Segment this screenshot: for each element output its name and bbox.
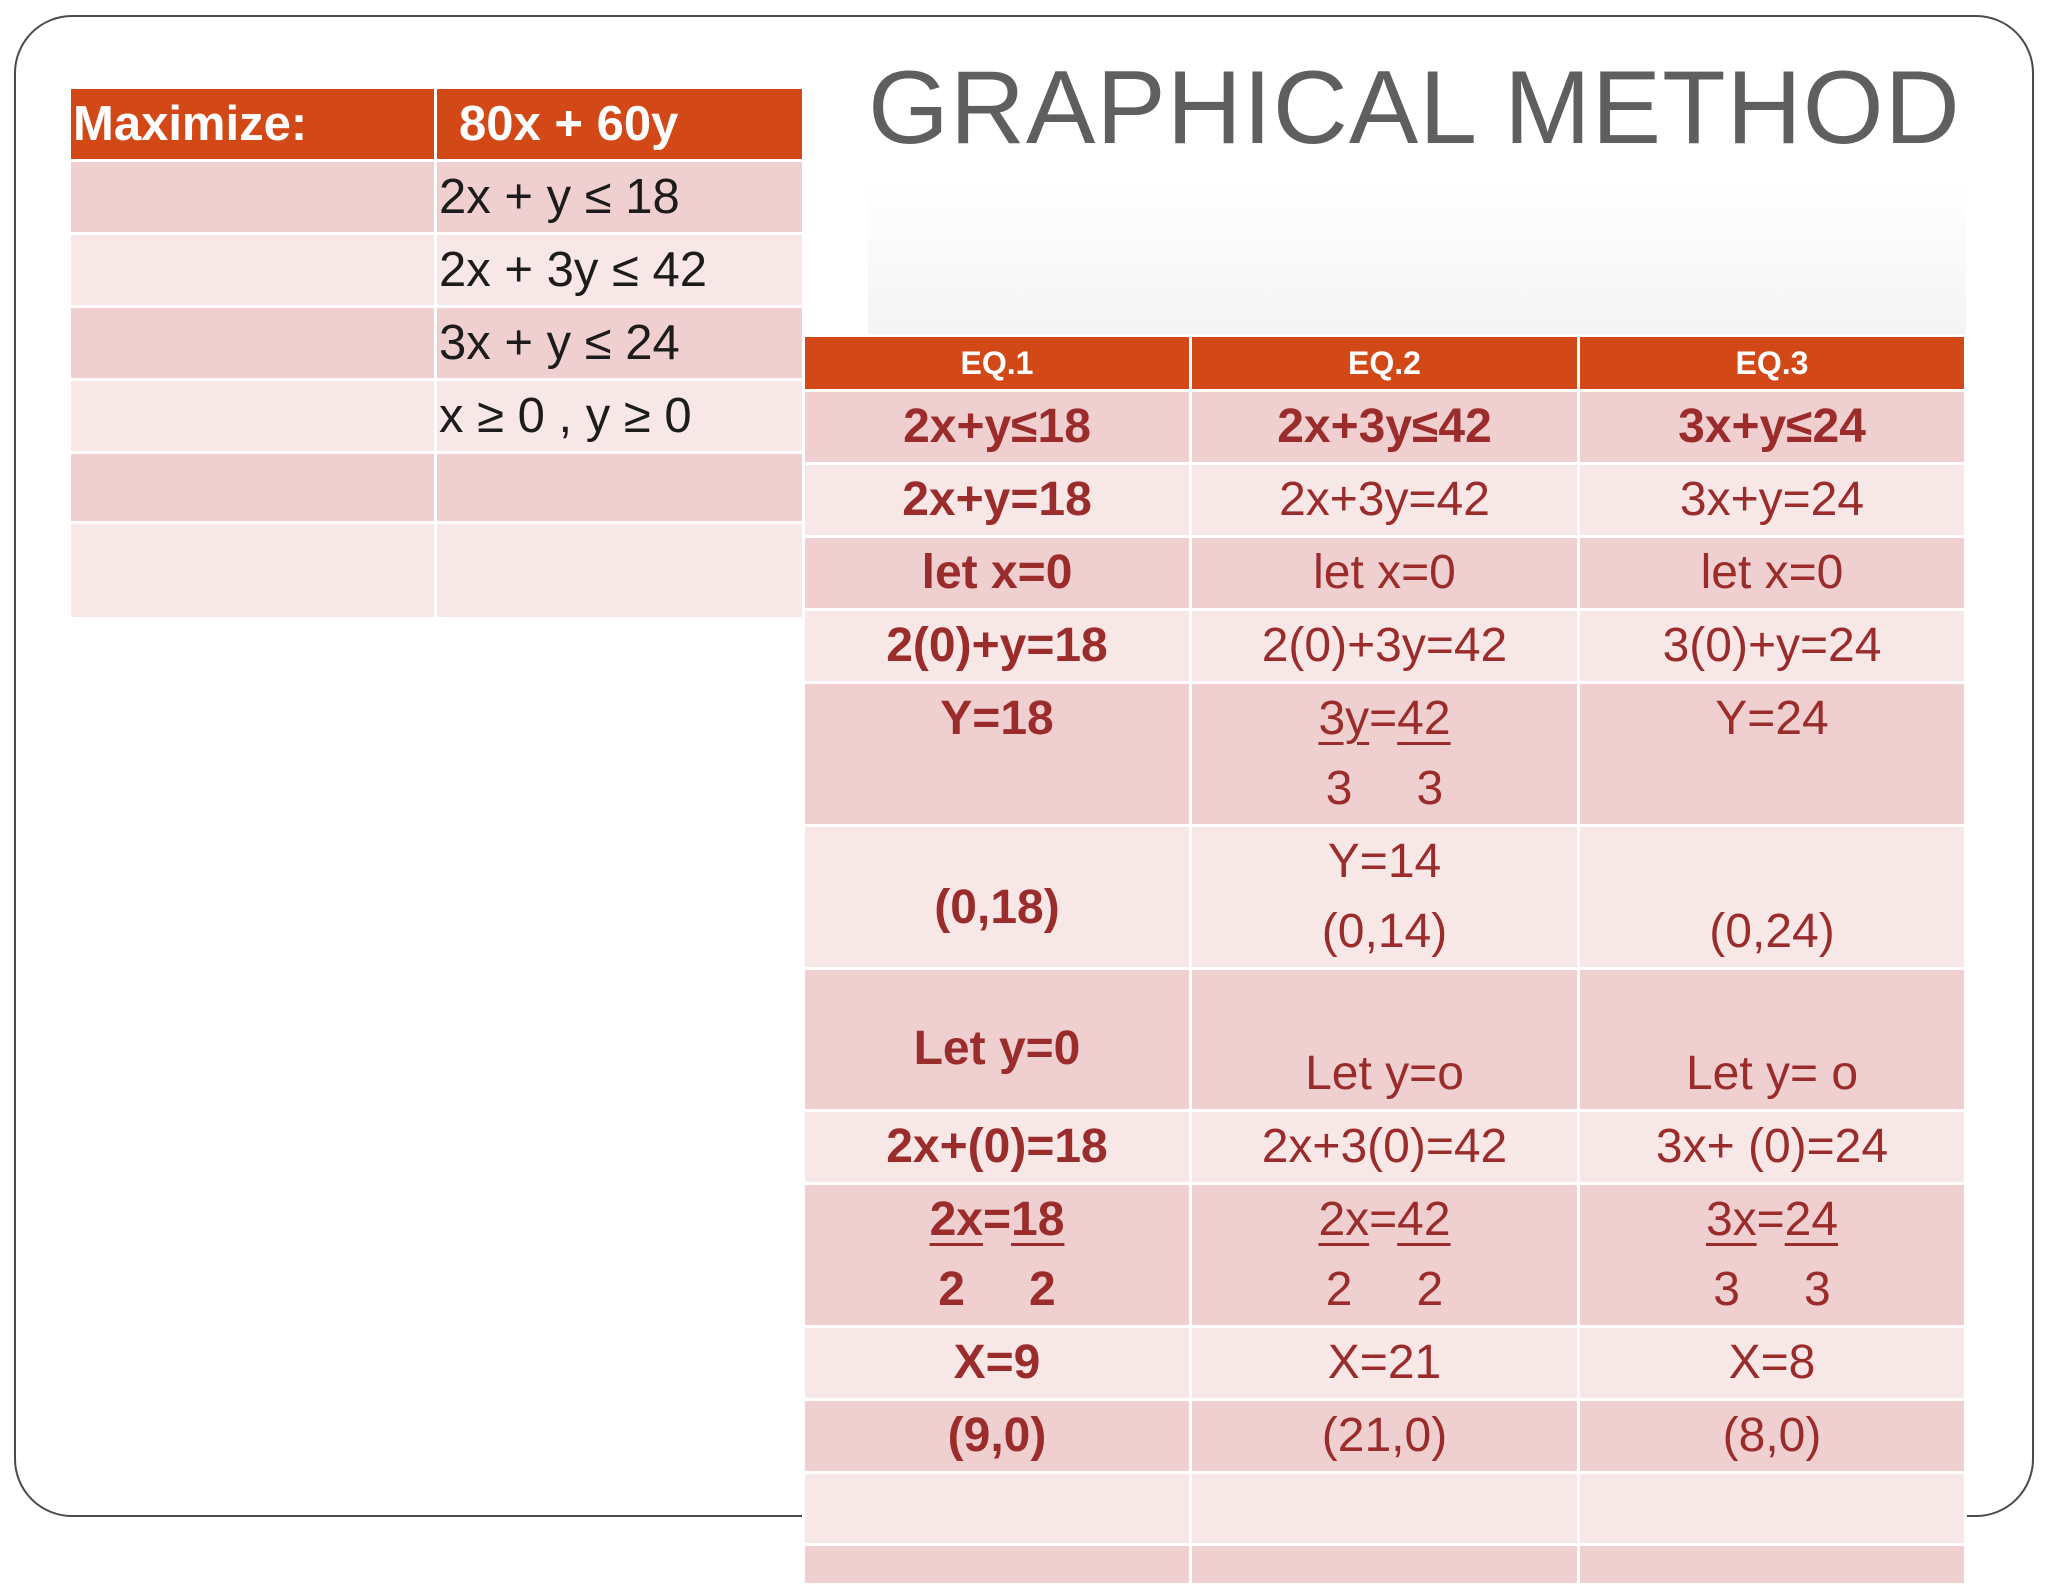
eq3-y-point: (0,24) bbox=[1579, 826, 1966, 969]
constraint-row bbox=[70, 234, 804, 307]
constraint-nonneg: x ≥ 0 , y ≥ 0 bbox=[436, 380, 804, 453]
empty-cell bbox=[70, 380, 436, 453]
empty-cell bbox=[70, 307, 436, 380]
inequality-row bbox=[804, 391, 1966, 464]
eq1-let-x: let x=0 bbox=[804, 537, 1191, 610]
eq2-solve-x-denominator: 2 2 bbox=[1325, 1263, 1444, 1316]
solve-y-row bbox=[804, 683, 1966, 826]
constraint-row bbox=[70, 161, 804, 234]
empty-cell bbox=[1579, 1545, 1966, 1585]
x-intercept-row bbox=[804, 1400, 1966, 1473]
empty-cell bbox=[1579, 1473, 1966, 1545]
empty-cell bbox=[70, 523, 436, 619]
page-title: GRAPHICAL METHOD bbox=[868, 50, 1961, 166]
eq3-sub-y: 3x+ (0)=24 bbox=[1579, 1111, 1966, 1184]
empty-cell bbox=[70, 161, 436, 234]
eq2-y-coordinate: (0,14) bbox=[1321, 905, 1448, 958]
constraint-row bbox=[70, 380, 804, 453]
eq3-sub-x: 3(0)+y=24 bbox=[1579, 610, 1966, 683]
let-x-row bbox=[804, 537, 1966, 610]
eq2-solve-y-denominator: 3 3 bbox=[1325, 762, 1444, 815]
empty-cell bbox=[1191, 1545, 1579, 1585]
constraint-3: 3x + y ≤ 24 bbox=[436, 307, 804, 380]
eq3-solve-y: Y=24 bbox=[1579, 683, 1966, 826]
empty-cell bbox=[436, 523, 804, 619]
empty-cell bbox=[804, 1473, 1191, 1545]
objective-function: 80x + 60y bbox=[436, 88, 804, 161]
empty-cell bbox=[436, 453, 804, 523]
empty-cell bbox=[70, 234, 436, 307]
equations-table bbox=[802, 334, 1967, 1586]
eq1-sub-y: 2x+(0)=18 bbox=[804, 1111, 1191, 1184]
eq1-header: EQ.1 bbox=[804, 336, 1191, 391]
objective-table bbox=[68, 86, 805, 620]
eq3-let-x: let x=0 bbox=[1579, 537, 1966, 610]
maximize-label: Maximize: bbox=[70, 88, 436, 161]
eq2-x-value: X=21 bbox=[1191, 1327, 1579, 1400]
eq1-solve-x-numerator: 2x=18 bbox=[929, 1193, 1065, 1246]
eq2-solve-y-numerator: 3y=42 bbox=[1318, 692, 1451, 745]
eq1-equation: 2x+y=18 bbox=[804, 464, 1191, 537]
eq2-sub-x: 2(0)+3y=42 bbox=[1191, 610, 1579, 683]
substitute-x-row bbox=[804, 610, 1966, 683]
eq1-solve-x bbox=[804, 1184, 1191, 1327]
eq3-solve-x-numerator: 3x=24 bbox=[1705, 1193, 1839, 1246]
solve-x-row bbox=[804, 1184, 1966, 1327]
empty-cell bbox=[1191, 1473, 1579, 1545]
empty-cell bbox=[70, 453, 436, 523]
empty-row bbox=[804, 1545, 1966, 1585]
eq1-inequality: 2x+y≤18 bbox=[804, 391, 1191, 464]
eq1-let-y: Let y=0 bbox=[804, 969, 1191, 1111]
empty-row bbox=[70, 523, 804, 619]
empty-row bbox=[804, 1473, 1966, 1545]
eq2-solve-y bbox=[1191, 683, 1579, 826]
eq2-y-point bbox=[1191, 826, 1579, 969]
eq2-header: EQ.2 bbox=[1191, 336, 1579, 391]
eq2-let-y: Let y=o bbox=[1191, 969, 1579, 1111]
substitute-y-row bbox=[804, 1111, 1966, 1184]
eq2-let-x: let x=0 bbox=[1191, 537, 1579, 610]
eq3-equation: 3x+y=24 bbox=[1579, 464, 1966, 537]
eq1-x-value: X=9 bbox=[804, 1327, 1191, 1400]
eq1-solve-x-denominator: 2 2 bbox=[938, 1263, 1056, 1316]
title-placeholder-shade bbox=[868, 178, 1966, 338]
eq2-y-value: Y=14 bbox=[1327, 835, 1442, 888]
eq3-x-point: (8,0) bbox=[1579, 1400, 1966, 1473]
equation-row bbox=[804, 464, 1966, 537]
y-intercept-row bbox=[804, 826, 1966, 969]
constraint-2: 2x + 3y ≤ 42 bbox=[436, 234, 804, 307]
eq3-x-value: X=8 bbox=[1579, 1327, 1966, 1400]
eq2-inequality: 2x+3y≤42 bbox=[1191, 391, 1579, 464]
eq2-equation: 2x+3y=42 bbox=[1191, 464, 1579, 537]
empty-cell bbox=[804, 1545, 1191, 1585]
let-y-row bbox=[804, 969, 1966, 1111]
eq1-x-point: (9,0) bbox=[804, 1400, 1191, 1473]
empty-row bbox=[70, 453, 804, 523]
objective-row bbox=[70, 88, 804, 161]
eq3-solve-x bbox=[1579, 1184, 1966, 1327]
eq1-y-point: (0,18) bbox=[804, 826, 1191, 969]
eq3-solve-x-denominator: 3 3 bbox=[1713, 1263, 1831, 1316]
eq3-header: EQ.3 bbox=[1579, 336, 1966, 391]
eq3-inequality: 3x+y≤24 bbox=[1579, 391, 1966, 464]
eq1-sub-x: 2(0)+y=18 bbox=[804, 610, 1191, 683]
header-row bbox=[804, 336, 1966, 391]
constraint-1: 2x + y ≤ 18 bbox=[436, 161, 804, 234]
eq3-let-y: Let y= o bbox=[1579, 969, 1966, 1111]
x-value-row bbox=[804, 1327, 1966, 1400]
eq1-solve-y: Y=18 bbox=[804, 683, 1191, 826]
eq2-solve-x-numerator: 2x=42 bbox=[1318, 1193, 1451, 1246]
eq2-sub-y: 2x+3(0)=42 bbox=[1191, 1111, 1579, 1184]
eq2-x-point: (21,0) bbox=[1191, 1400, 1579, 1473]
eq2-solve-x bbox=[1191, 1184, 1579, 1327]
constraint-row bbox=[70, 307, 804, 380]
